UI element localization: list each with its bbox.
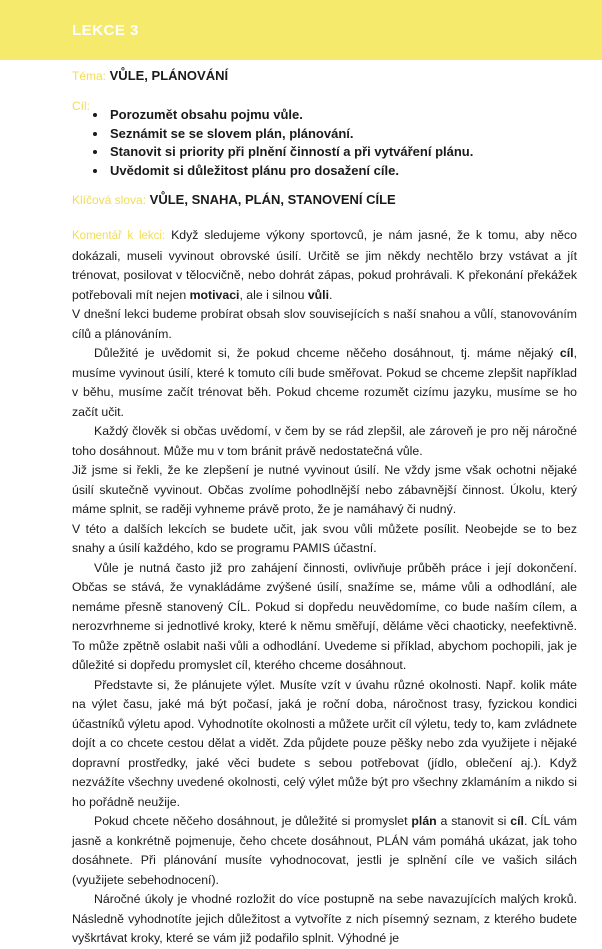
- paragraph: [72, 344, 577, 422]
- goals-label: Cíl:: [72, 99, 90, 113]
- paragraph: V dnešní lekci budeme probírat obsah slov souvisejících s naší snahou a vůlí, stanovováním cílů a plánováním.: [72, 307, 577, 341]
- bold-text: motivaci: [189, 287, 240, 302]
- text: Pokud chcete něčeho dosáhnout, je důležité si promyslet: [94, 814, 412, 828]
- keywords-value: VŮLE, SNAHA, PLÁN, STANOVENÍ CÍLE: [149, 192, 396, 207]
- paragraph: Vůle je nutná často již pro zahájení činnosti, ovlivňuje průběh práce i její dokončení. Občas se stává, že vynakládáme zvýšené úsilí, snažíme se, máme vůli a odhodlání, ale nemáme přesně stanovený CÍL. Pokud si dopředu neuvědomíme, co bude naším cílem, a nerozvrhneme si jednotlivé kroky, které k němu směřují, děláme věci chaoticky, neefektivně. To může zpětně oslabit naši vůli a odhodlání. Uvedeme si příklad, abychom pochopili, jak je důležité si dopředu promyslet cíl, kterého chceme dosáhnout.: [72, 560, 577, 672]
- paragraph: [72, 226, 577, 305]
- bold-text: cíl: [510, 814, 524, 828]
- text: .: [329, 287, 333, 302]
- bold-text: plán: [411, 814, 437, 828]
- topic-row: [72, 68, 228, 83]
- goals-label-row: [72, 98, 90, 113]
- topic-label: Téma:: [72, 69, 107, 83]
- lesson-commentary: [72, 226, 577, 949]
- paragraph: Náročné úkoly je vhodné rozložit do více postupně na sebe navazujících malých kroků. Následně vyhodnotíte jejich důležitost a vytvoříte z nich písemný seznam, z kterého budete vyškrtávat kroky, které se vám již podařilo splnit. Výhodné je: [72, 892, 577, 945]
- text: . CÍL vám jasně a konkrétně pojmenuje, čeho chcete dosáhnout, PLÁN vám pomáhá ukázat, jak toho dosáhnete. Při plánování musíte vyhodnocovat, jestli je splnění cíle ve vašich silách (využijete sebehodnocení).: [72, 814, 578, 887]
- lesson-header-band: [0, 0, 602, 60]
- paragraph: V této a dalších lekcích se budete učit, jak svou vůli můžete posílit. Neobejde se to bez snahy a úsilí každého, kdo se programu PAMIS účastní.: [72, 521, 577, 555]
- paragraph: [72, 812, 577, 890]
- lesson-title: LEKCE 3: [72, 22, 139, 39]
- text: Důležité je uvědomit si, že pokud chceme něčeho dosáhnout, tj. máme nějaký: [94, 346, 560, 360]
- goal-item: • Uvědomit si důležitost plánu pro dosažení cíle.: [108, 162, 588, 181]
- text: , ale i silnou: [239, 287, 308, 302]
- comment-label: Komentář k lekci:: [72, 230, 166, 242]
- goal-item: • Stanovit si priority při plnění činností a při vytváření plánu.: [108, 143, 588, 162]
- keywords-row: [72, 192, 396, 207]
- keywords-label: Klíčová slova:: [72, 193, 147, 207]
- goal-item: • Seznámit se se slovem plán, plánování.: [108, 125, 588, 144]
- goal-item: • Porozumět obsahu pojmu vůle.: [108, 106, 588, 125]
- bold-text: vůli: [307, 287, 330, 302]
- goals-list: [90, 106, 588, 180]
- topic-value: VŮLE, PLÁNOVÁNÍ: [109, 68, 229, 83]
- paragraph: Představte si, že plánujete výlet. Musíte vzít v úvahu různé okolnosti. Např. kolik máte na výlet času, jaké má být počasí, jaká je roční doba, náročnost trasy, fyzickou kondici účastníků výletu apod. Vyhodnotíte okolnosti a můžete určit cíl výletu, tedy to, kam zvládnete dojít a co chcete cestou dělat a vidět. Zda půjdete pouze pěšky nebo zda využijete i nějaké dopravní prostředky, jaké věci budete s sebou potřebovat (jídlo, oblečení aj.). Když nezvážíte všechny uvedené okolnosti, celý výlet může být pro všechny zklamáním a nikdo si ho pořádně neužije.: [72, 677, 577, 809]
- text: Když sledujeme výkony sportovců, je nám jasné, že k tomu, aby něco dokázali, museli vyvinout obrovské úsilí. Určitě se jim někdy nechtělo brzy vstávat a jít trénovat, posilovat v tělocvičně, nebo dohrát zápas, pokud prohrávali. K překonání překážek potřebovali mít nejen: [72, 228, 578, 302]
- bold-text: cíl: [559, 346, 574, 360]
- text: , musíme vyvinout úsilí, které k tomuto cíli bude směřovat. Pokud se chceme zlepšit například v běhu, musíme začít trénovat běh. Pokud chceme rozumět cizímu jazyku, musíme se ho začít učit.: [72, 346, 577, 419]
- paragraph: Již jsme si řekli, že ke zlepšení je nutné vyvinout úsilí. Ne vždy jsme však ochotni nějaké úsilí skutečně vyvinout. Občas zvolíme pohodlnější nebo zábavnější činnost. Úkolu, který máme splnit, se raději vyhneme právě proto, že je namáhavý či nudný.: [72, 463, 577, 516]
- paragraph: Každý člověk si občas uvědomí, v čem by se rád zlepšil, ale zároveň je pro něj náročné toho dosáhnout. Může mu v tom bránit právě nedostatečná vůle.: [72, 424, 577, 458]
- text: a stanovit si: [436, 814, 511, 828]
